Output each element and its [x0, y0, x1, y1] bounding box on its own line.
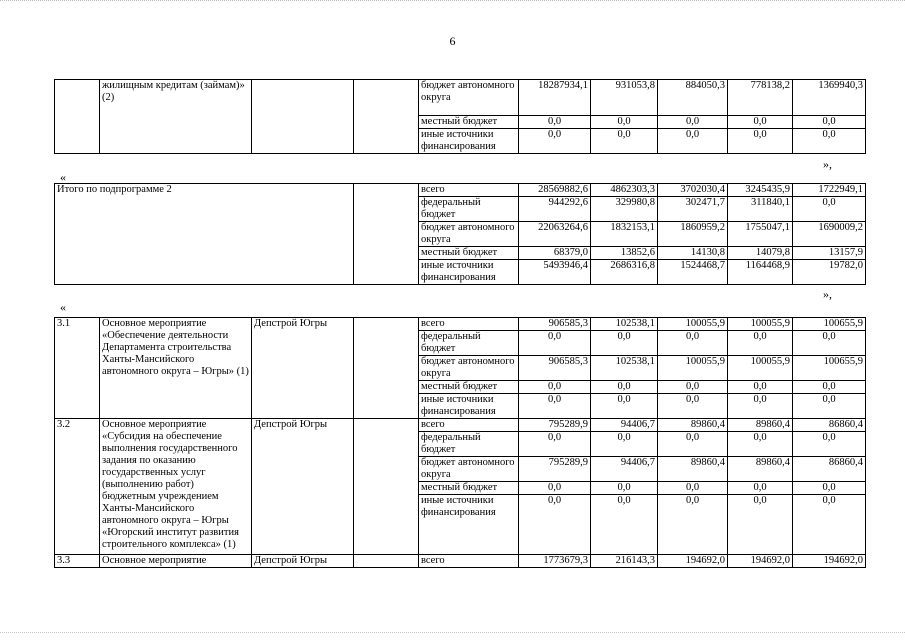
value-cell: 1773679,3: [519, 555, 591, 568]
value-cell: 0,0: [519, 432, 591, 457]
value-cell: 0,0: [519, 394, 591, 419]
value-cell: 5493946,4: [519, 260, 591, 285]
value-cell: 0,0: [519, 129, 591, 154]
value-cell: 0,0: [728, 129, 793, 154]
blank-cell: [354, 555, 419, 568]
funding-source-cell: всего: [419, 419, 519, 432]
value-cell: 778138,2: [728, 80, 793, 116]
value-cell: 906585,3: [519, 318, 591, 331]
value-cell: 0,0: [591, 495, 658, 555]
value-cell: 94406,7: [591, 419, 658, 432]
table-row: [55, 555, 866, 568]
funding-source-cell: бюджет автономного округа: [419, 356, 519, 381]
value-cell: 795289,9: [519, 457, 591, 482]
value-cell: 94406,7: [591, 457, 658, 482]
value-cell: 0,0: [591, 394, 658, 419]
row-number-cell: 3.3: [55, 555, 100, 568]
funding-table-continuation: [54, 79, 866, 154]
row-number-cell: [55, 80, 100, 154]
value-cell: 0,0: [793, 129, 866, 154]
value-cell: 13157,9: [793, 247, 866, 260]
funding-source-cell: всего: [419, 184, 519, 197]
scan-bottom-edge: [0, 632, 905, 637]
value-cell: 1690009,2: [793, 222, 866, 247]
table-row: [55, 184, 866, 197]
value-cell: 1369940,3: [793, 80, 866, 116]
value-cell: 100655,9: [793, 318, 866, 331]
activity-name-cell: Основное мероприятие: [100, 555, 252, 568]
funding-source-cell: бюджет автономного округа: [419, 457, 519, 482]
funding-source-cell: местный бюджет: [419, 116, 519, 129]
table-row: [55, 419, 866, 432]
value-cell: 194692,0: [658, 555, 728, 568]
funding-source-cell: иные источники финансирования: [419, 129, 519, 154]
value-cell: 0,0: [519, 331, 591, 356]
funding-source-cell: федеральный бюджет: [419, 197, 519, 222]
value-cell: 3245435,9: [728, 184, 793, 197]
value-cell: 0,0: [591, 482, 658, 495]
value-cell: 884050,3: [658, 80, 728, 116]
funding-source-cell: местный бюджет: [419, 247, 519, 260]
value-cell: 0,0: [793, 116, 866, 129]
value-cell: 216143,3: [591, 555, 658, 568]
value-cell: 0,0: [658, 331, 728, 356]
value-cell: 0,0: [519, 381, 591, 394]
activity-name-cell: Основное мероприятие «Обеспечение деятельности Департамента строительства Ханты-Мансийского автономного округа – Югры» (1): [100, 318, 252, 419]
executor-cell: Депстрой Югры: [252, 318, 354, 419]
value-cell: 0,0: [658, 432, 728, 457]
value-cell: 22063264,6: [519, 222, 591, 247]
closing-quote: »,: [823, 157, 832, 171]
funding-source-cell: бюджет автономного округа: [419, 80, 519, 116]
opening-quote: «: [60, 300, 66, 314]
value-cell: 3702030,4: [658, 184, 728, 197]
executor-cell: [252, 80, 354, 154]
table-row: [55, 80, 866, 116]
value-cell: 0,0: [728, 116, 793, 129]
value-cell: 89860,4: [658, 419, 728, 432]
value-cell: 1164468,9: [728, 260, 793, 285]
value-cell: 89860,4: [658, 457, 728, 482]
value-cell: 0,0: [728, 331, 793, 356]
executor-cell: Депстрой Югры: [252, 419, 354, 555]
value-cell: 0,0: [591, 129, 658, 154]
scan-top-edge: [0, 0, 905, 6]
value-cell: 100055,9: [658, 356, 728, 381]
page-number: 6: [449, 34, 456, 48]
blank-cell: [354, 80, 419, 154]
value-cell: 1722949,1: [793, 184, 866, 197]
value-cell: 0,0: [793, 495, 866, 555]
value-cell: 329980,8: [591, 197, 658, 222]
value-cell: 0,0: [519, 495, 591, 555]
value-cell: 906585,3: [519, 356, 591, 381]
value-cell: 14079,8: [728, 247, 793, 260]
value-cell: 795289,9: [519, 419, 591, 432]
value-cell: 0,0: [519, 482, 591, 495]
value-cell: 86860,4: [793, 457, 866, 482]
value-cell: 68379,0: [519, 247, 591, 260]
value-cell: 28569882,6: [519, 184, 591, 197]
value-cell: 0,0: [728, 495, 793, 555]
value-cell: 102538,1: [591, 318, 658, 331]
funding-source-cell: федеральный бюджет: [419, 432, 519, 457]
funding-source-cell: иные источники финансирования: [419, 260, 519, 285]
value-cell: 100055,9: [728, 318, 793, 331]
value-cell: 0,0: [658, 495, 728, 555]
value-cell: 0,0: [793, 432, 866, 457]
value-cell: 4862303,3: [591, 184, 658, 197]
value-cell: 18287934,1: [519, 80, 591, 116]
funding-source-cell: местный бюджет: [419, 381, 519, 394]
value-cell: 86860,4: [793, 419, 866, 432]
value-cell: 0,0: [793, 482, 866, 495]
program-name-cell: жилищным кредитам (займам)» (2): [100, 80, 252, 154]
value-cell: 0,0: [793, 331, 866, 356]
value-cell: 0,0: [658, 482, 728, 495]
value-cell: 0,0: [658, 116, 728, 129]
value-cell: 0,0: [658, 129, 728, 154]
funding-source-cell: федеральный бюджет: [419, 331, 519, 356]
value-cell: 0,0: [728, 432, 793, 457]
activity-name-cell: Основное мероприятие «Субсидия на обеспечение выполнения государственного задания по оказанию государственных услуг (выполнению работ) бюджетным учреждением Ханты-Мансийского автономного округа – Югры «Югорский институт развития строительного комплекса» (1): [100, 419, 252, 555]
table-row: [55, 318, 866, 331]
value-cell: 0,0: [728, 482, 793, 495]
value-cell: 2686316,8: [591, 260, 658, 285]
opening-quote: «: [60, 170, 66, 184]
value-cell: 302471,7: [658, 197, 728, 222]
value-cell: 0,0: [793, 197, 866, 222]
activities-table: [54, 317, 866, 568]
value-cell: 931053,8: [591, 80, 658, 116]
row-number-cell: 3.2: [55, 419, 100, 555]
funding-source-cell: иные источники финансирования: [419, 495, 519, 555]
value-cell: 100055,9: [658, 318, 728, 331]
funding-source-cell: иные источники финансирования: [419, 394, 519, 419]
subprogram-total-table: [54, 183, 866, 285]
funding-source-cell: местный бюджет: [419, 482, 519, 495]
value-cell: 0,0: [519, 116, 591, 129]
value-cell: 1860959,2: [658, 222, 728, 247]
value-cell: 100055,9: [728, 356, 793, 381]
value-cell: 1755047,1: [728, 222, 793, 247]
blank-cell: [354, 419, 419, 555]
closing-quote: »,: [823, 287, 832, 301]
value-cell: 0,0: [591, 432, 658, 457]
value-cell: 89860,4: [728, 419, 793, 432]
value-cell: 0,0: [793, 394, 866, 419]
executor-cell: Депстрой Югры: [252, 555, 354, 568]
value-cell: 1832153,1: [591, 222, 658, 247]
value-cell: 311840,1: [728, 197, 793, 222]
subprogram-total-title: Итого по подпрограмме 2: [55, 184, 354, 285]
value-cell: 944292,6: [519, 197, 591, 222]
value-cell: 194692,0: [793, 555, 866, 568]
value-cell: 0,0: [591, 331, 658, 356]
value-cell: 100655,9: [793, 356, 866, 381]
value-cell: 13852,6: [591, 247, 658, 260]
value-cell: 102538,1: [591, 356, 658, 381]
value-cell: 1524468,7: [658, 260, 728, 285]
row-number-cell: 3.1: [55, 318, 100, 419]
value-cell: 0,0: [658, 381, 728, 394]
value-cell: 0,0: [728, 394, 793, 419]
value-cell: 0,0: [591, 381, 658, 394]
funding-source-cell: всего: [419, 555, 519, 568]
value-cell: 0,0: [658, 394, 728, 419]
value-cell: 19782,0: [793, 260, 866, 285]
blank-cell: [354, 184, 419, 285]
blank-cell: [354, 318, 419, 419]
funding-source-cell: всего: [419, 318, 519, 331]
value-cell: 194692,0: [728, 555, 793, 568]
funding-source-cell: бюджет автономного округа: [419, 222, 519, 247]
value-cell: 0,0: [793, 381, 866, 394]
value-cell: 0,0: [591, 116, 658, 129]
value-cell: 89860,4: [728, 457, 793, 482]
value-cell: 0,0: [728, 381, 793, 394]
value-cell: 14130,8: [658, 247, 728, 260]
